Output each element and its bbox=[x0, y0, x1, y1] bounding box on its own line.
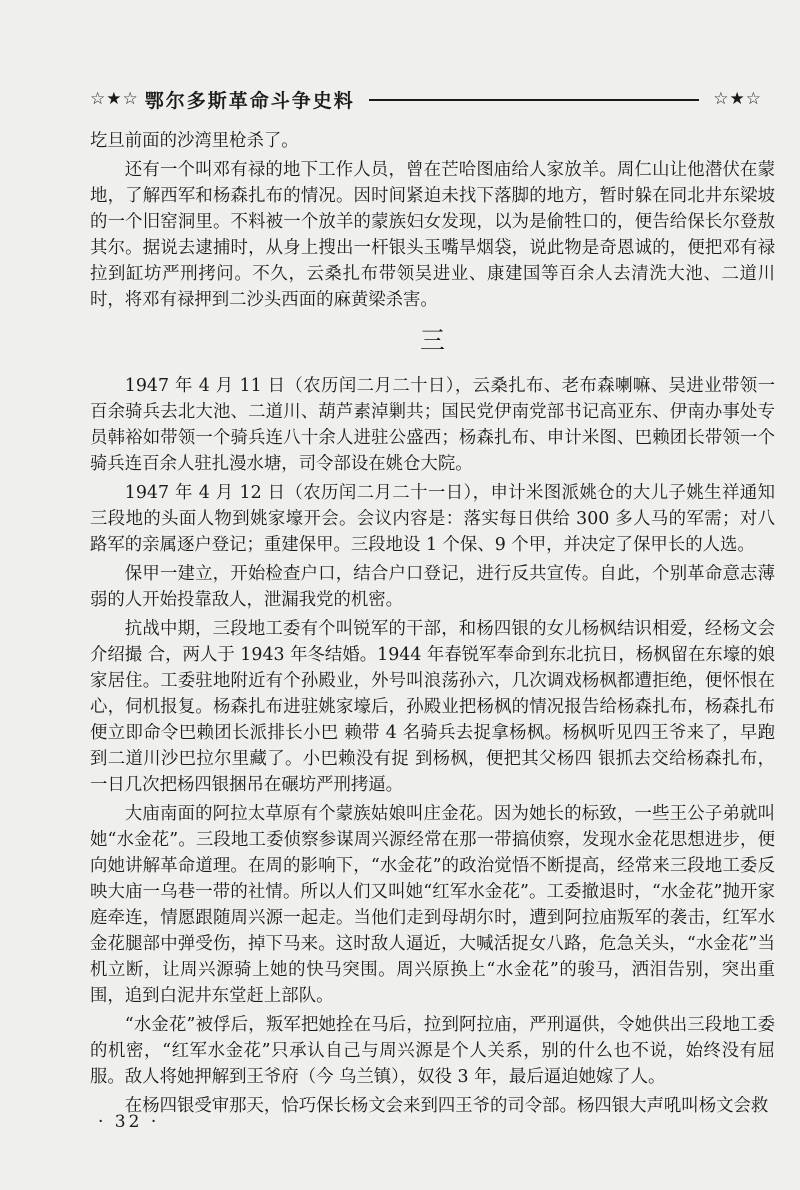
paragraph: 抗战中期，三段地工委有个叫锐军的干部，和杨四银的女儿杨枫结识相爱，经杨文会介绍撮 合，两人于 1943 年冬结婚。1944 年春锐军奉命到东北抗日，杨枫留在东壕的娘家居住。工委驻地附近有个孙殿业，外号叫浪荡孙六，几次调戏杨枫都遭拒绝，便怀恨在心，伺机报复。杨森扎布进驻姚家壕后，孙殿业把杨枫的情况报告给杨森扎布，杨森扎布便立即命令巴赖团长派排长小巴 赖带 4 名骑兵去捉拿杨枫。杨枫听见四王爷来了，早跑到二道川沙巴拉尔里藏了。小巴赖没有捉 到杨枫，便把其父杨四 银抓去交给杨森扎布，一日几次把杨四银捆吊在碾坊严刑拷逼。 bbox=[90, 619, 775, 795]
paragraph: 圪旦前面的沙湾里枪杀了。 bbox=[90, 131, 299, 151]
running-header bbox=[90, 86, 762, 112]
paragraph: “水金花”被俘后，叛军把她拴在马后，拉到阿拉庙，严刑逼供，令她供出三段地工委的机密，“红军水金花”只承认自己与周兴源是个人关系，别的什么也不说，始终没有屈服。敌人将她押解到王爷府（今 乌兰镇），奴役 3 年，最后逼迫她嫁了人。 bbox=[90, 1015, 775, 1087]
paragraph: 1947 年 4 月 12 日（农历闰二月二十一日），申计米图派姚仓的大儿子姚生祥通知三段地的头面人物到姚家壕开会。会议内容是：落实每日供给 300 多人马的军需；对八路军的亲属逐户登记；重建保甲。三段地设 1 个保、9 个甲，并决定了保甲长的人选。 bbox=[90, 483, 775, 555]
paragraph: 1947 年 4 月 11 日（农历闰二月二十日），云桑扎布、老布森喇嘛、吴进业带领一百余骑兵去北大池、二道川、葫芦素淖剿共；国民党伊南党部书记高亚东、伊南办事处专员韩裕如带领一个骑兵连八十余人进驻公盛西；杨森扎布、申计米图、巴赖团长带领一个骑兵连百余人驻扎漫水塘，司令部设在姚仓大院。 bbox=[90, 376, 775, 474]
paragraph: 在杨四银受审那天，恰巧保长杨文会来到四王爷的司令部。杨四银大声吼叫杨文会救 bbox=[124, 1096, 769, 1116]
paragraph: 大庙南面的阿拉太草原有个蒙族姑娘叫庄金花。因为她长的标致，一些王公子弟就叫她“水金花”。三段地工委侦察参谋周兴源经常在那一带搞侦察，发现水金花思想进步，便向她讲解革命道理。在周的影响下，“水金花”的政治觉悟不断提高，经常来三段地工委反映大庙一乌巷一带的社情。所以人们又叫她“红军水金花”。工委撤退时，“水金花”抛开家庭牵连，情愿跟随周兴源一起走。当他们走到母胡尔时，遭到阿拉庙叛军的袭击，红军水金花腿部中弹受伤，掉下马来。这时敌人逼近，大喊活捉女八路，危急关头，“水金花”当机立断，让周兴源骑上她的快马突围。周兴原换上“水金花”的骏马，洒泪告别，突出重围，追到白泥井东堂赶上部队。 bbox=[90, 804, 775, 1006]
header-stars-right: ☆★☆ bbox=[713, 89, 762, 109]
body-text bbox=[90, 128, 775, 1122]
header-stars-left: ☆★☆ bbox=[90, 89, 139, 109]
paragraph: 还有一个叫邓有禄的地下工作人员，曾在芒哈图庙给人家放羊。周仁山让他潜伏在蒙地，了解西军和杨森扎布的情况。因时间紧迫未找下落脚的地方，暂时躲在同北井东梁坡的一个旧窑洞里。不料被一个放羊的蒙族妇女发现，以为是偷牲口的，便告给保长尔登敖其尔。据说去逮捕时，从身上搜出一杆银头玉嘴旱烟袋，说此物是奇恩诚的，便把邓有禄拉到缸坊严刑拷问。不久，云桑扎布带领吴进业、康建国等百余人去清洗大池、二道川时，将邓有禄押到二沙头西面的麻黄梁杀害。 bbox=[90, 160, 775, 310]
page-number: · 32 · bbox=[98, 1112, 160, 1132]
section-heading: 三 bbox=[419, 326, 445, 355]
header-title: 鄂尔多斯革命斗争史料 bbox=[144, 89, 355, 112]
paragraph: 保甲一建立，开始检查户口，结合户口登记，进行反共宣传。自此，个别革命意志薄弱的人开始投靠敌人，泄漏我党的机密。 bbox=[90, 564, 775, 610]
header-rule bbox=[369, 99, 700, 101]
